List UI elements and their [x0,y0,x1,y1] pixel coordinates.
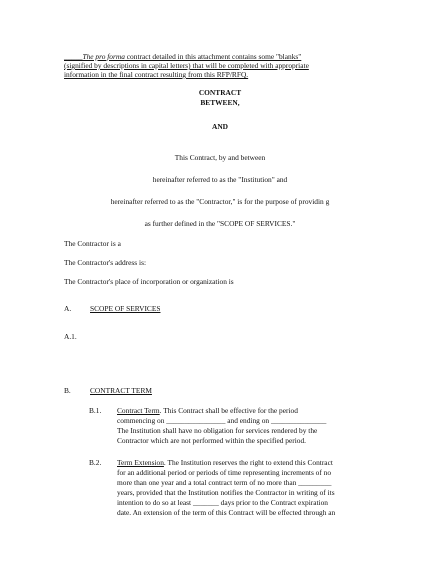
b2-text-1: . The Institution reserves the right to extend this Contract [163,458,333,467]
heading-and: AND [211,122,228,131]
b1-title: Contract Term [117,406,160,415]
b1-line-3: The Institution shall have no obligation for services rendered by the [117,426,318,435]
parties-line-1: This Contract, by and between [174,153,266,162]
b1-text-1: . This Contract shall be effective for the period [159,406,298,415]
b2-number: B.2. [89,458,102,467]
parties-line-2: hereinafter referred to as the "Institution" and [152,175,288,184]
intro-rest: contract detailed in this attachment contains some "blanks" [124,52,302,61]
intro-line-1 [64,52,301,61]
contractor-incorporation: The Contractor's place of incorporation or organization is [64,277,234,286]
b1-line-1 [117,406,298,415]
section-b-number: B. [64,386,71,395]
intro-italic: The pro forma [82,52,125,61]
b2-line-5: intention to do so at least _______ days prior to the Contract expiration [117,498,329,507]
section-a-title: SCOPE OF SERVICES [90,304,161,313]
parties-line-3: hereinafter referred to as the "Contractor," is for the purpose of providin g [110,197,330,206]
b2-title: Term Extension [117,458,164,467]
b1-number: B.1. [89,406,102,415]
section-b-title: CONTRACT TERM [90,386,152,395]
b1-line-2: commencing on ________________ and ending on _______________ [117,416,327,425]
b1-line-4: Contractor which are not performed within the specified period. [117,436,307,445]
section-a1-number: A.1. [64,332,77,341]
section-a-number: A. [64,304,72,313]
b2-line-4: years, provided that the Institution notifies the Contractor in writing of its [117,488,335,497]
heading-between: BETWEEN, [200,98,240,107]
b2-line-6: date. An extension of the term of this Contract will be effected through an [117,508,336,517]
intro-line-3: information in the final contract resulting from this RFP/RFQ. [64,70,249,79]
intro-line-2: (signified by descriptions in capital letters) that will be completed with appropriate [64,61,309,70]
heading-contract: CONTRACT [198,88,242,97]
contractor-address: The Contractor's address is: [64,258,146,267]
b2-line-2: for an additional period or periods of time representing increments of no [117,468,332,477]
b2-line-3: more than one year and a total contract term of no more than _________ [117,478,332,487]
contractor-is-a: The Contractor is a [64,239,121,248]
b2-line-1 [117,458,333,467]
parties-line-4: as further defined in the "SCOPE OF SERVICES." [144,219,296,228]
intro-blank: _____ [64,52,83,61]
